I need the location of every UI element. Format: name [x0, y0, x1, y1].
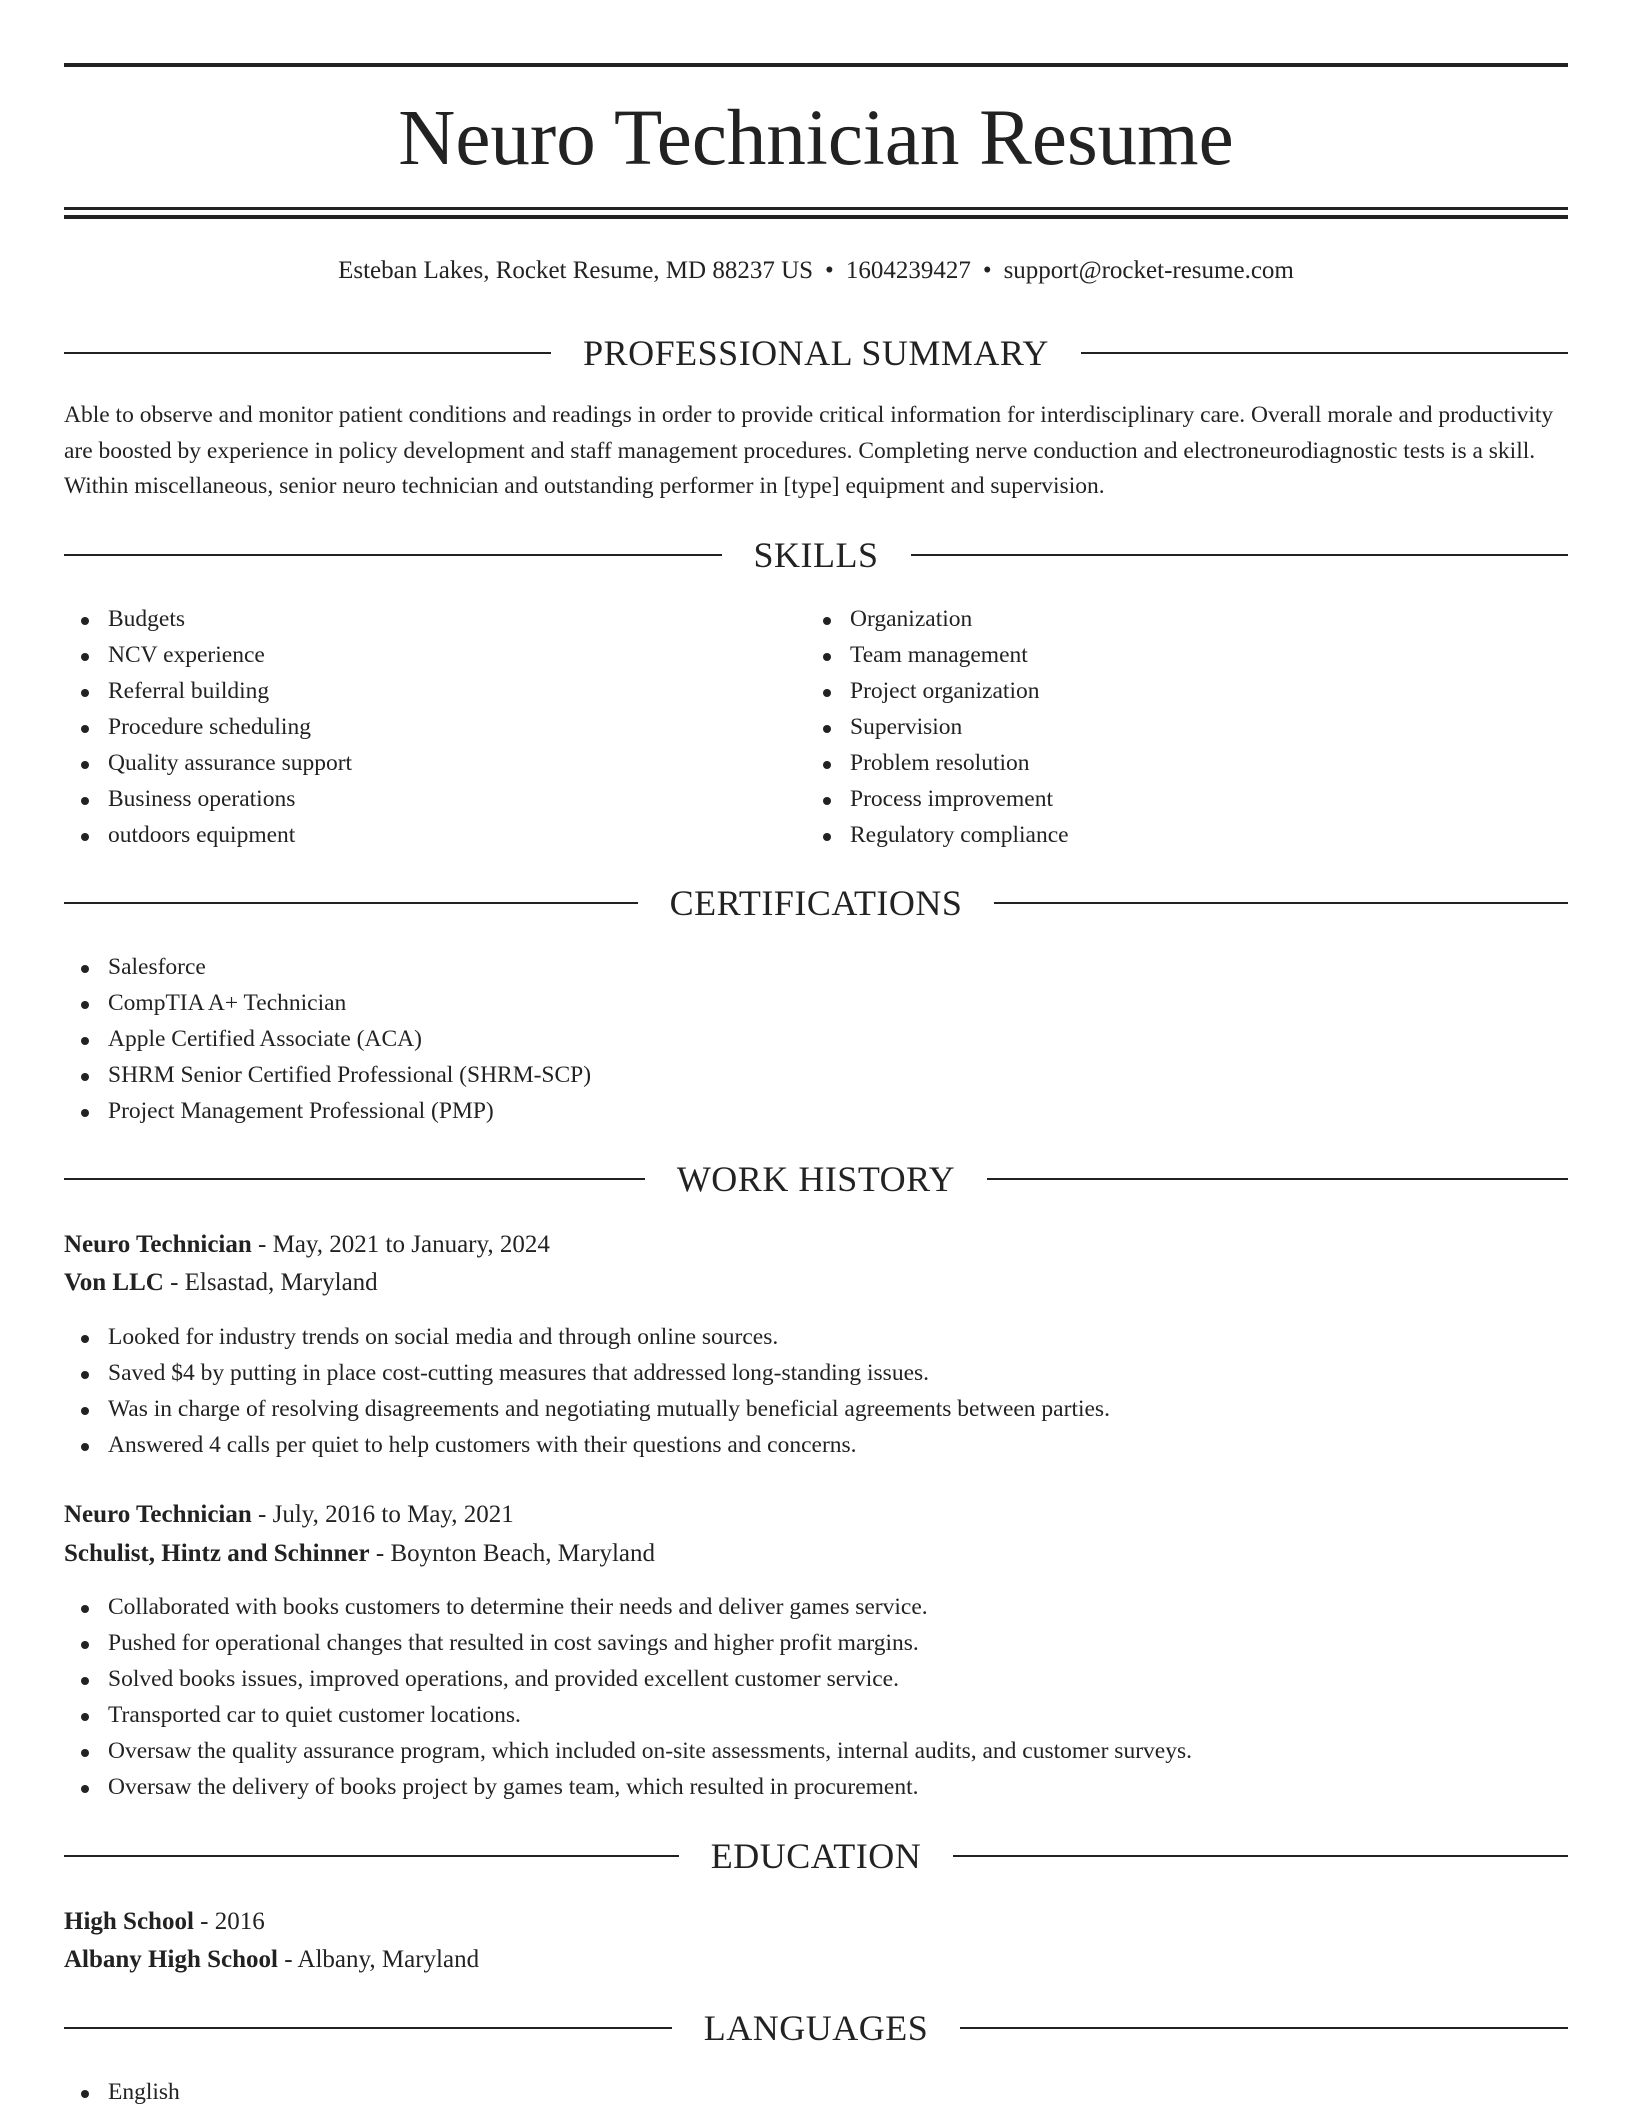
heading-rule: [64, 352, 551, 354]
skill-item: Team management: [806, 637, 1069, 673]
job-location: - Elsastad, Maryland: [163, 1269, 378, 1296]
skills-list-right: [806, 601, 1069, 853]
heading-text: WORK HISTORY: [676, 1159, 956, 1199]
skill-item: Procedure scheduling: [64, 709, 352, 745]
job-bullet: Was in charge of resolving disagreements and negotiating mutually beneficial agreements between parties.: [64, 1391, 1110, 1427]
skill-item: Problem resolution: [806, 745, 1069, 781]
section-heading-work-history: [64, 1157, 1568, 1201]
heading-rule: [1081, 352, 1568, 354]
certification-item: Salesforce: [64, 949, 591, 985]
top-rule: [64, 63, 1568, 67]
languages-list: [64, 2074, 180, 2110]
skill-item: Organization: [806, 601, 1069, 637]
heading-text: SKILLS: [753, 535, 879, 575]
summary-paragraph: Able to observe and monitor patient conditions and readings in order to provide critical information for interdisciplinary care. Overall morale and productivity are boosted by experience in policy development and staff management procedures. Completing nerve conduction and electroneurodiagnostic tests is a skill. Within miscellaneous, senior neuro technician and outstanding performer in [type] equipment and supervision.: [64, 402, 1554, 499]
skill-item: Budgets: [64, 601, 352, 637]
heading-text: CERTIFICATIONS: [669, 883, 963, 923]
job-company: Schulist, Hintz and Schinner: [64, 1540, 370, 1567]
job-bullet: Oversaw the delivery of books project by games team, which resulted in procurement.: [64, 1769, 1192, 1805]
job-dates: - May, 2021 to January, 2024: [251, 1231, 550, 1258]
heading-rule: [960, 2027, 1568, 2029]
heading-rule: [64, 554, 722, 556]
title-rule-upper: [64, 207, 1568, 210]
job-bullet: Looked for industry trends on social media and through online sources.: [64, 1319, 1110, 1355]
education-year: - 2016: [193, 1908, 265, 1935]
heading-rule: [64, 2027, 672, 2029]
contact-address: Esteban Lakes, Rocket Resume, MD 88237 US: [338, 257, 814, 284]
job-bullet: Saved $4 by putting in place cost-cutting measures that addressed long-standing issues.: [64, 1355, 1110, 1391]
skills-list-left: [64, 601, 352, 853]
heading-rule: [953, 1855, 1568, 1857]
skill-item: Quality assurance support: [64, 745, 352, 781]
job-company: Von LLC: [64, 1269, 164, 1296]
heading-text: LANGUAGES: [703, 2008, 929, 2048]
job-role: Neuro Technician: [64, 1501, 252, 1528]
certification-item: SHRM Senior Certified Professional (SHRM-SCP): [64, 1057, 591, 1093]
language-item: English: [64, 2074, 180, 2110]
section-heading-languages: [64, 2006, 1568, 2050]
job-bullets: [64, 1319, 1110, 1463]
job-title-line: [64, 1497, 514, 1533]
section-heading-education: [64, 1834, 1568, 1878]
heading-text: EDUCATION: [710, 1836, 922, 1876]
certifications-list: [64, 949, 591, 1129]
skill-item: Supervision: [806, 709, 1069, 745]
education-school: Albany High School: [64, 1946, 278, 1973]
job-company-line: [64, 1265, 378, 1301]
heading-rule: [987, 1178, 1568, 1180]
job-bullet: Answered 4 calls per quiet to help customers with their questions and concerns.: [64, 1427, 1110, 1463]
job-role: Neuro Technician: [64, 1231, 252, 1258]
education-location: - Albany, Maryland: [277, 1946, 480, 1973]
job-bullet: Solved books issues, improved operations, and provided excellent customer service.: [64, 1661, 1192, 1697]
skill-item: Business operations: [64, 781, 352, 817]
heading-rule: [64, 902, 638, 904]
education-school-line: [64, 1942, 479, 1978]
section-heading-certifications: [64, 881, 1568, 925]
job-company-line: [64, 1536, 655, 1572]
section-heading-skills: [64, 533, 1568, 577]
heading-rule: [64, 1855, 679, 1857]
resume-title: Neuro Technician Resume: [398, 95, 1234, 182]
job-bullet: Collaborated with books customers to determine their needs and deliver games service.: [64, 1589, 1192, 1625]
job-bullets: [64, 1589, 1192, 1805]
job-bullet: Oversaw the quality assurance program, which included on-site assessments, internal audits, and customer surveys.: [64, 1733, 1192, 1769]
job-dates: - July, 2016 to May, 2021: [251, 1501, 514, 1528]
certification-item: CompTIA A+ Technician: [64, 985, 591, 1021]
title-rule-lower: [64, 215, 1568, 219]
skill-item: Project organization: [806, 673, 1069, 709]
skill-item: outdoors equipment: [64, 817, 352, 853]
job-location: - Boynton Beach, Maryland: [369, 1540, 655, 1567]
job-bullet: Transported car to quiet customer locations.: [64, 1697, 1192, 1733]
section-heading-summary: [64, 331, 1568, 375]
education-degree-line: [64, 1904, 265, 1940]
skill-item: Regulatory compliance: [806, 817, 1069, 853]
contact-line: [64, 254, 1568, 288]
heading-rule: [911, 554, 1569, 556]
heading-text: PROFESSIONAL SUMMARY: [583, 333, 1049, 373]
skill-item: NCV experience: [64, 637, 352, 673]
contact-phone: 1604239427: [845, 257, 971, 284]
certification-item: Apple Certified Associate (ACA): [64, 1021, 591, 1057]
education-degree: High School: [64, 1908, 194, 1935]
job-title-line: [64, 1227, 550, 1263]
certification-item: Project Management Professional (PMP): [64, 1093, 591, 1129]
skill-item: Process improvement: [806, 781, 1069, 817]
skill-item: Referral building: [64, 673, 352, 709]
contact-separator: •: [825, 257, 834, 284]
contact-email: support@rocket-resume.com: [1003, 257, 1294, 284]
heading-rule: [994, 902, 1568, 904]
job-bullet: Pushed for operational changes that resulted in cost savings and higher profit margins.: [64, 1625, 1192, 1661]
heading-rule: [64, 1178, 645, 1180]
contact-separator: •: [982, 257, 992, 284]
